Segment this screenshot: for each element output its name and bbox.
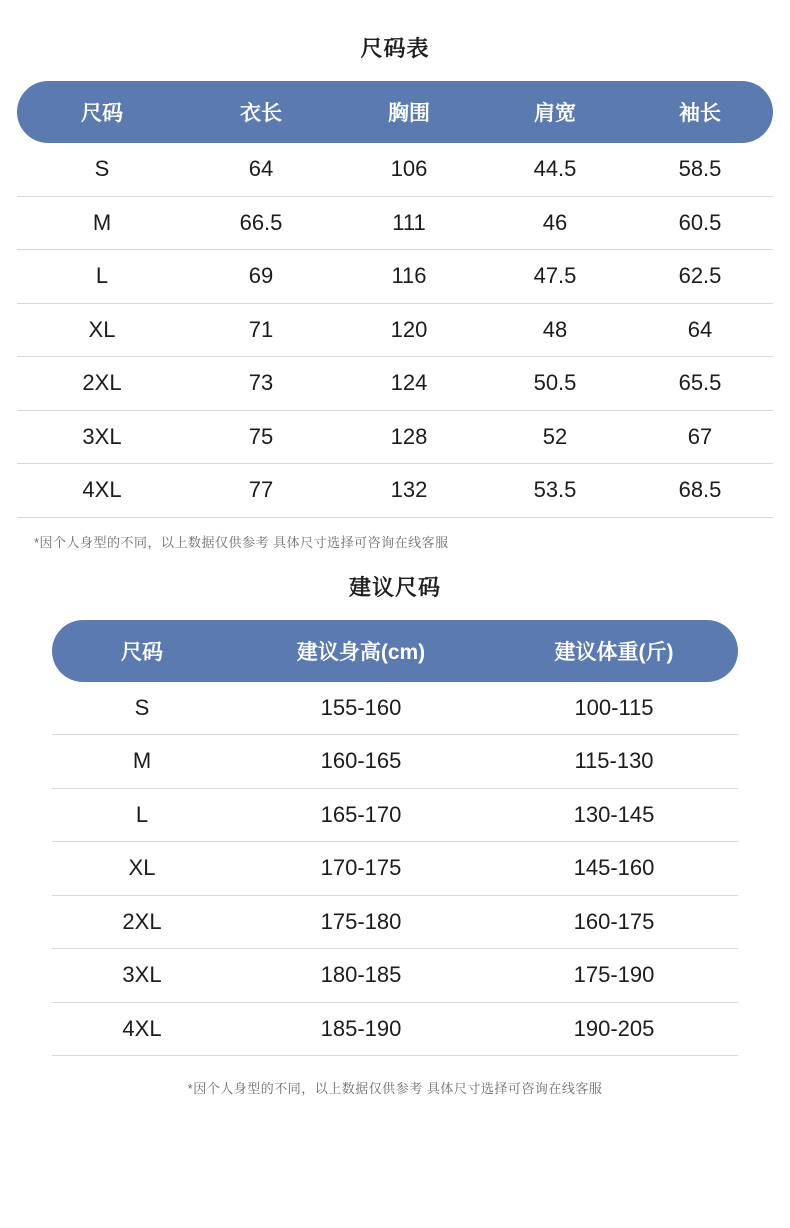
table-row	[17, 196, 773, 250]
table-row	[52, 949, 738, 1003]
cell-length: 75	[187, 410, 335, 464]
cell-shoulder: 53.5	[483, 464, 627, 518]
table-row	[17, 250, 773, 304]
table-1-header-shoulder: 肩宽	[534, 102, 576, 125]
cell-sleeve: 67	[627, 410, 773, 464]
cell-size: XL	[52, 842, 232, 896]
table-1-header-sleeve: 袖长	[679, 102, 721, 125]
table-row	[17, 464, 773, 518]
cell-length: 64	[187, 143, 335, 196]
table-row	[52, 788, 738, 842]
cell-size: 3XL	[17, 410, 187, 464]
table-2-header-weight: 建议体重(斤)	[554, 640, 674, 664]
cell-size: M	[52, 735, 232, 789]
cell-bust: 106	[335, 143, 483, 196]
cell-shoulder: 50.5	[483, 357, 627, 411]
size-chart-title: 尺码表	[360, 36, 430, 61]
cell-size: S	[17, 143, 187, 196]
recommended-size-title: 建议尺码	[348, 574, 441, 600]
table-row	[17, 303, 773, 357]
cell-height: 170-175	[232, 842, 490, 896]
cell-sleeve: 64	[627, 303, 773, 357]
cell-height: 180-185	[232, 949, 490, 1003]
cell-length: 73	[187, 357, 335, 411]
size-chart-table-1	[17, 81, 773, 518]
cell-weight: 130-145	[490, 788, 738, 842]
cell-size: 4XL	[17, 464, 187, 518]
cell-sleeve: 60.5	[627, 196, 773, 250]
cell-weight: 175-190	[490, 949, 738, 1003]
table-2-header-size: 尺码	[121, 640, 163, 664]
table-row	[17, 410, 773, 464]
cell-weight: 100-115	[490, 682, 738, 735]
cell-size: 2XL	[17, 357, 187, 411]
table-row	[17, 357, 773, 411]
cell-size: L	[52, 788, 232, 842]
table-1-header-size: 尺码	[81, 102, 123, 125]
cell-height: 165-170	[232, 788, 490, 842]
cell-height: 155-160	[232, 682, 490, 735]
cell-height: 160-165	[232, 735, 490, 789]
table-row	[52, 895, 738, 949]
table-1-header-length: 衣长	[240, 102, 282, 125]
table-row	[17, 143, 773, 196]
cell-bust: 120	[335, 303, 483, 357]
cell-shoulder: 46	[483, 196, 627, 250]
cell-weight: 160-175	[490, 895, 738, 949]
cell-shoulder: 48	[483, 303, 627, 357]
cell-bust: 116	[335, 250, 483, 304]
cell-weight: 145-160	[490, 842, 738, 896]
cell-size: M	[17, 196, 187, 250]
cell-height: 185-190	[232, 1002, 490, 1056]
cell-length: 66.5	[187, 196, 335, 250]
size-chart-page	[0, 32, 790, 1228]
cell-sleeve: 65.5	[627, 357, 773, 411]
table-row	[52, 735, 738, 789]
cell-length: 71	[187, 303, 335, 357]
table-1-header-bust: 胸围	[388, 102, 430, 125]
cell-shoulder: 47.5	[483, 250, 627, 304]
cell-size: 3XL	[52, 949, 232, 1003]
cell-length: 77	[187, 464, 335, 518]
cell-weight: 190-205	[490, 1002, 738, 1056]
cell-sleeve: 58.5	[627, 143, 773, 196]
cell-bust: 132	[335, 464, 483, 518]
cell-bust: 124	[335, 357, 483, 411]
table-1-header-row	[17, 81, 773, 143]
cell-size: S	[52, 682, 232, 735]
cell-height: 175-180	[232, 895, 490, 949]
cell-bust: 128	[335, 410, 483, 464]
table-2-header-row	[52, 620, 738, 682]
cell-sleeve: 62.5	[627, 250, 773, 304]
size-chart-footnote-2: *因个人身型的不同，以上数据仅供参考 具体尺寸选择可咨询在线客服	[187, 1081, 603, 1096]
cell-sleeve: 68.5	[627, 464, 773, 518]
cell-shoulder: 52	[483, 410, 627, 464]
table-row	[52, 682, 738, 735]
cell-size: 2XL	[52, 895, 232, 949]
cell-shoulder: 44.5	[483, 143, 627, 196]
cell-length: 69	[187, 250, 335, 304]
size-chart-table-2	[52, 620, 738, 1057]
cell-size: 4XL	[52, 1002, 232, 1056]
cell-size: XL	[17, 303, 187, 357]
cell-weight: 115-130	[490, 735, 738, 789]
table-2-header-height: 建议身高(cm)	[296, 640, 426, 664]
cell-bust: 111	[335, 196, 483, 250]
cell-size: L	[17, 250, 187, 304]
table-row	[52, 842, 738, 896]
size-chart-footnote-1: *因个人身型的不同，以上数据仅供参考 具体尺寸选择可咨询在线客服	[34, 534, 449, 550]
table-row	[52, 1002, 738, 1056]
